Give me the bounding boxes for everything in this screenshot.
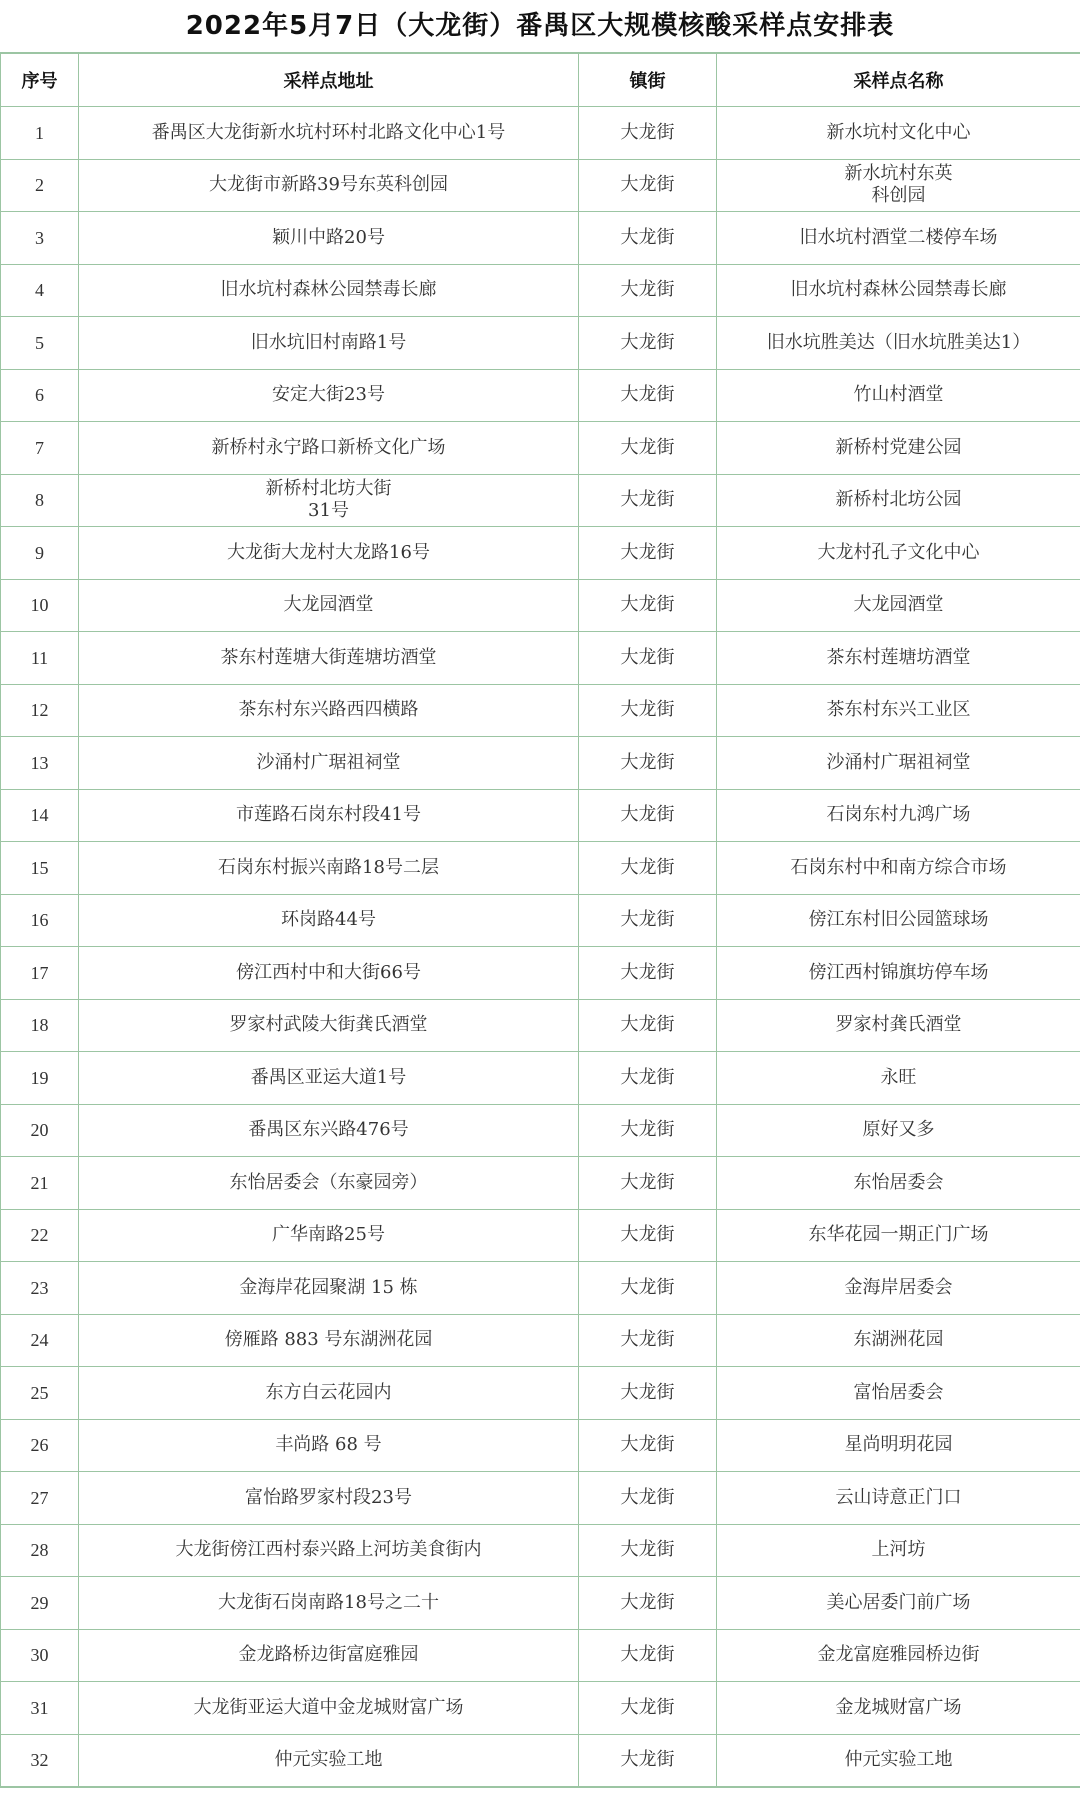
row-index-cell: 23 [1, 1262, 79, 1315]
row-index-cell: 10 [1, 579, 79, 632]
row-town-cell: 大龙街 [579, 999, 717, 1052]
row-name-cell: 永旺 [717, 1052, 1080, 1105]
table-row [1, 1524, 1080, 1577]
row-address-cell: 旧水坑旧村南路1号 [79, 317, 579, 370]
row-name-cell: 东华花园一期正门广场 [717, 1209, 1080, 1262]
row-index-cell: 6 [1, 369, 79, 422]
row-index-cell: 31 [1, 1682, 79, 1735]
row-index-cell: 9 [1, 527, 79, 580]
row-name-cell: 大龙园酒堂 [717, 579, 1080, 632]
table-row [1, 684, 1080, 737]
row-town-cell: 大龙街 [579, 1262, 717, 1315]
row-name-cell: 美心居委门前广场 [717, 1577, 1080, 1630]
row-index-cell: 3 [1, 212, 79, 265]
table-row [1, 1052, 1080, 1105]
row-index-cell: 25 [1, 1367, 79, 1420]
row-town-cell: 大龙街 [579, 212, 717, 265]
row-town-cell: 大龙街 [579, 1682, 717, 1735]
row-name-cell: 东怡居委会 [717, 1157, 1080, 1210]
row-address-cell: 傍雁路 883 号东湖洲花园 [79, 1314, 579, 1367]
row-name-cell: 大龙村孔子文化中心 [717, 527, 1080, 580]
table-row [1, 894, 1080, 947]
sampling-sites-table [0, 53, 1080, 1787]
row-town-cell: 大龙街 [579, 1629, 717, 1682]
row-index-cell: 26 [1, 1419, 79, 1472]
row-index-cell: 1 [1, 107, 79, 160]
row-address-cell: 富怡路罗家村段23号 [79, 1472, 579, 1525]
row-address-cell: 东方白云花园内 [79, 1367, 579, 1420]
row-address-cell: 沙涌村广琚祖祠堂 [79, 737, 579, 790]
row-index-cell: 21 [1, 1157, 79, 1210]
row-index-cell: 14 [1, 789, 79, 842]
row-name-cell: 竹山村酒堂 [717, 369, 1080, 422]
row-town-cell: 大龙街 [579, 1157, 717, 1210]
row-town-cell: 大龙街 [579, 264, 717, 317]
row-town-cell: 大龙街 [579, 894, 717, 947]
row-town-cell: 大龙街 [579, 632, 717, 685]
table-body [1, 107, 1080, 1787]
table-bottom-edge [0, 1787, 1080, 1800]
row-town-cell: 大龙街 [579, 474, 717, 527]
table-row [1, 1314, 1080, 1367]
table-row [1, 317, 1080, 370]
row-name-cell: 原好又多 [717, 1104, 1080, 1157]
row-name-cell: 星尚明玥花园 [717, 1419, 1080, 1472]
column-header-index: 序号 [1, 54, 79, 107]
row-address-cell: 市莲路石岗东村段41号 [79, 789, 579, 842]
row-name-cell: 傍江西村锦旗坊停车场 [717, 947, 1080, 1000]
row-name-cell: 云山诗意正门口 [717, 1472, 1080, 1525]
row-address-cell: 石岗东村振兴南路18号二层 [79, 842, 579, 895]
row-address-cell: 大龙街石岗南路18号之二十 [79, 1577, 579, 1630]
row-town-cell: 大龙街 [579, 947, 717, 1000]
row-address-cell: 罗家村武陵大街龚氏酒堂 [79, 999, 579, 1052]
table-row [1, 1209, 1080, 1262]
row-town-cell: 大龙街 [579, 107, 717, 160]
row-name-cell: 旧水坑村酒堂二楼停车场 [717, 212, 1080, 265]
row-address-cell: 广华南路25号 [79, 1209, 579, 1262]
row-town-cell: 大龙街 [579, 579, 717, 632]
row-address-cell: 颖川中路20号 [79, 212, 579, 265]
row-address-cell: 大龙街大龙村大龙路16号 [79, 527, 579, 580]
column-header-name: 采样点名称 [717, 54, 1080, 107]
row-name-cell: 新桥村党建公园 [717, 422, 1080, 475]
row-town-cell: 大龙街 [579, 1314, 717, 1367]
table-row [1, 212, 1080, 265]
row-index-cell: 16 [1, 894, 79, 947]
row-address-cell: 环岗路44号 [79, 894, 579, 947]
table-row [1, 107, 1080, 160]
row-town-cell: 大龙街 [579, 369, 717, 422]
table-row [1, 789, 1080, 842]
row-address-cell: 番禺区亚运大道1号 [79, 1052, 579, 1105]
column-header-address: 采样点地址 [79, 54, 579, 107]
row-name-cell: 茶东村东兴工业区 [717, 684, 1080, 737]
row-address-cell: 番禺区大龙街新水坑村环村北路文化中心1号 [79, 107, 579, 160]
row-address-cell: 大龙园酒堂 [79, 579, 579, 632]
row-town-cell: 大龙街 [579, 1052, 717, 1105]
row-town-cell: 大龙街 [579, 737, 717, 790]
row-town-cell: 大龙街 [579, 1524, 717, 1577]
row-town-cell: 大龙街 [579, 422, 717, 475]
row-index-cell: 22 [1, 1209, 79, 1262]
row-town-cell: 大龙街 [579, 1734, 717, 1787]
row-index-cell: 15 [1, 842, 79, 895]
table-row [1, 1682, 1080, 1735]
row-name-cell: 新水坑村文化中心 [717, 107, 1080, 160]
table-row [1, 1419, 1080, 1472]
row-index-cell: 29 [1, 1577, 79, 1630]
row-index-cell: 4 [1, 264, 79, 317]
row-address-cell: 旧水坑村森林公园禁毒长廊 [79, 264, 579, 317]
row-address-cell: 安定大街23号 [79, 369, 579, 422]
table-row [1, 1157, 1080, 1210]
row-name-cell: 金龙富庭雅园桥边街 [717, 1629, 1080, 1682]
table-row [1, 1367, 1080, 1420]
table-row [1, 1629, 1080, 1682]
table-row [1, 422, 1080, 475]
row-index-cell: 17 [1, 947, 79, 1000]
table-row [1, 369, 1080, 422]
row-address-cell: 大龙街亚运大道中金龙城财富广场 [79, 1682, 579, 1735]
row-name-cell: 金龙城财富广场 [717, 1682, 1080, 1735]
row-town-cell: 大龙街 [579, 684, 717, 737]
row-town-cell: 大龙街 [579, 1419, 717, 1472]
row-address-cell: 东怡居委会（东豪园旁） [79, 1157, 579, 1210]
row-index-cell: 32 [1, 1734, 79, 1787]
table-row [1, 737, 1080, 790]
row-address-cell: 番禺区东兴路476号 [79, 1104, 579, 1157]
row-name-cell: 仲元实验工地 [717, 1734, 1080, 1787]
row-index-cell: 5 [1, 317, 79, 370]
row-town-cell: 大龙街 [579, 159, 717, 212]
row-name-cell: 傍江东村旧公园篮球场 [717, 894, 1080, 947]
row-town-cell: 大龙街 [579, 1104, 717, 1157]
row-address-cell: 茶东村东兴路西四横路 [79, 684, 579, 737]
row-address-cell: 丰尚路 68 号 [79, 1419, 579, 1472]
row-name-cell: 石岗东村中和南方综合市场 [717, 842, 1080, 895]
row-name-cell: 旧水坑村森林公园禁毒长廊 [717, 264, 1080, 317]
page-title: 2022年5月7日（大龙街）番禺区大规模核酸采样点安排表 [0, 0, 1080, 53]
row-address-cell: 大龙街市新路39号东英科创园 [79, 159, 579, 212]
row-name-cell: 新水坑村东英 科创园 [717, 159, 1080, 212]
row-town-cell: 大龙街 [579, 1472, 717, 1525]
row-town-cell: 大龙街 [579, 1577, 717, 1630]
row-name-cell: 金海岸居委会 [717, 1262, 1080, 1315]
row-name-cell: 沙涌村广琚祖祠堂 [717, 737, 1080, 790]
table-header-row [1, 54, 1080, 107]
table-row [1, 579, 1080, 632]
table-row [1, 1472, 1080, 1525]
table-row [1, 159, 1080, 212]
row-index-cell: 2 [1, 159, 79, 212]
row-name-cell: 罗家村龚氏酒堂 [717, 999, 1080, 1052]
row-name-cell: 新桥村北坊公园 [717, 474, 1080, 527]
row-index-cell: 8 [1, 474, 79, 527]
row-address-cell: 仲元实验工地 [79, 1734, 579, 1787]
column-header-town: 镇街 [579, 54, 717, 107]
row-town-cell: 大龙街 [579, 317, 717, 370]
row-town-cell: 大龙街 [579, 1209, 717, 1262]
row-index-cell: 19 [1, 1052, 79, 1105]
row-town-cell: 大龙街 [579, 1367, 717, 1420]
table-row [1, 1104, 1080, 1157]
table-row [1, 527, 1080, 580]
row-address-cell: 新桥村永宁路口新桥文化广场 [79, 422, 579, 475]
row-name-cell: 石岗东村九鸿广场 [717, 789, 1080, 842]
row-index-cell: 18 [1, 999, 79, 1052]
row-address-cell: 金龙路桥边街富庭雅园 [79, 1629, 579, 1682]
row-index-cell: 24 [1, 1314, 79, 1367]
row-index-cell: 12 [1, 684, 79, 737]
row-index-cell: 11 [1, 632, 79, 685]
row-name-cell: 茶东村莲塘坊酒堂 [717, 632, 1080, 685]
row-name-cell: 上河坊 [717, 1524, 1080, 1577]
row-index-cell: 30 [1, 1629, 79, 1682]
row-town-cell: 大龙街 [579, 842, 717, 895]
row-index-cell: 7 [1, 422, 79, 475]
table-row [1, 1734, 1080, 1787]
table-row [1, 264, 1080, 317]
row-index-cell: 28 [1, 1524, 79, 1577]
row-name-cell: 旧水坑胜美达（旧水坑胜美达1） [717, 317, 1080, 370]
table-row [1, 1577, 1080, 1630]
row-town-cell: 大龙街 [579, 789, 717, 842]
row-index-cell: 27 [1, 1472, 79, 1525]
row-index-cell: 20 [1, 1104, 79, 1157]
row-address-cell: 新桥村北坊大街 31号 [79, 474, 579, 527]
row-name-cell: 富怡居委会 [717, 1367, 1080, 1420]
table-row [1, 999, 1080, 1052]
row-address-cell: 金海岸花园聚湖 15 栋 [79, 1262, 579, 1315]
row-name-cell: 东湖洲花园 [717, 1314, 1080, 1367]
table-row [1, 474, 1080, 527]
table-row [1, 842, 1080, 895]
row-address-cell: 傍江西村中和大街66号 [79, 947, 579, 1000]
row-index-cell: 13 [1, 737, 79, 790]
table-row [1, 632, 1080, 685]
table-row [1, 947, 1080, 1000]
row-address-cell: 茶东村莲塘大街莲塘坊酒堂 [79, 632, 579, 685]
table-row [1, 1262, 1080, 1315]
row-address-cell: 大龙街傍江西村泰兴路上河坊美食街内 [79, 1524, 579, 1577]
row-town-cell: 大龙街 [579, 527, 717, 580]
